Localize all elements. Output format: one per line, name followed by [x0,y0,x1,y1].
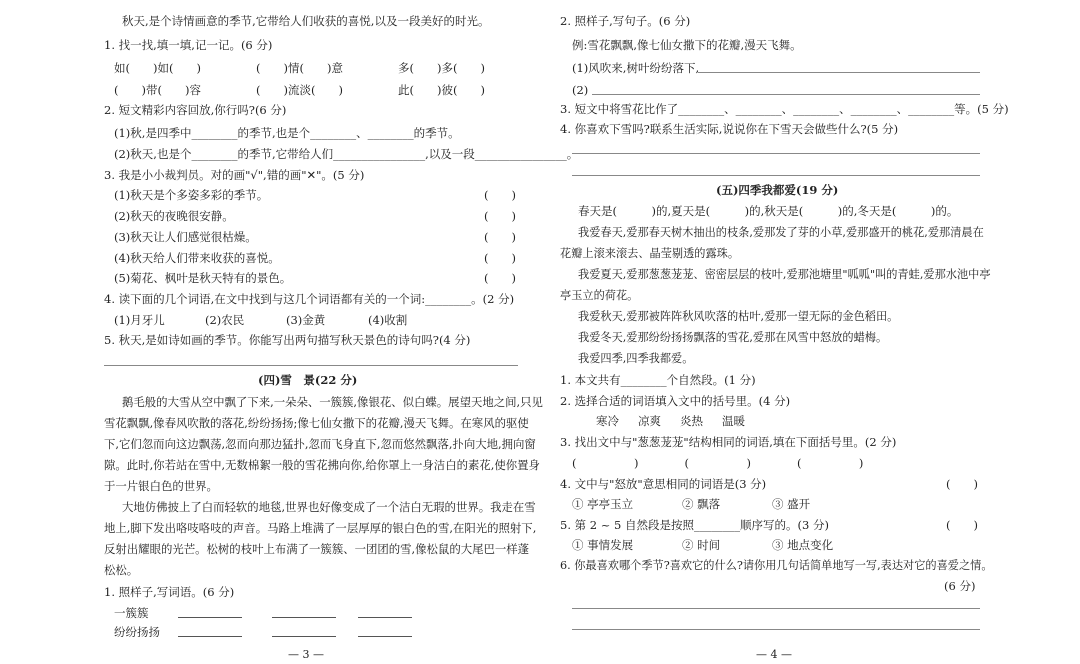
q4-option: (1)月牙儿 [114,313,165,327]
q1b-label: 1. 照样子,写词语。(6 分) [104,585,235,599]
q3-item: (2)秋天的夜晚很安静。 [114,209,234,223]
q4b-option: ① 亭亭玉立 [572,497,634,511]
intro-text: 秋天,是个诗情画意的季节,它带给人们收获的喜悦,以及一段美好的时光。 [122,14,490,28]
q2-label: 2. 照样子,写句子。(6 分) [560,14,691,28]
answer-line[interactable] [572,175,980,176]
q2-item: (2) [572,83,589,97]
q2-item: (1)风吹来,树叶纷纷落下, [572,61,700,75]
word-option: 炎热 [680,414,703,428]
q2-line[interactable]: (1)秋,是四季中________的季节,也是个________、________的季节。 [114,126,460,140]
answer-paren[interactable]: ( ) [946,477,978,491]
q5b-option: ③ 地点变化 [772,538,834,552]
page-number: — 3 — [288,648,324,661]
q5b-label[interactable]: 5. 第 2 ~ 5 自然段是按照________顺序写的。(3 分) [560,518,829,532]
q6-label: 6. 你最喜欢哪个季节?喜欢它的什么?请你用几句话简单地写一写,表达对它的喜爱之情。 [560,559,993,572]
q1b-example: 一簇簇 [114,606,149,620]
answer-paren[interactable]: ( ) [484,251,516,265]
q1-item[interactable]: 多( )多( ) [398,61,485,75]
passage-line: 反射出耀眼的光芒。松树的枝叶上布满了一簇簇、一团团的雪,像松鼠的大尾巴一样蓬 [104,542,530,556]
q4-label[interactable]: 4. 读下面的几个词语,在文中找到与这几个词语都有关的一个词:________。(2 分) [104,292,515,306]
q4b-label: 4. 文中与"怒放"意思相同的词语是(3 分) [560,477,767,491]
page-number: — 4 — [756,648,792,661]
answer-blank[interactable] [272,617,336,618]
answer-paren[interactable]: ( ) [484,188,516,202]
q3-label: 3. 我是小小裁判员。对的画"√",错的画"✕"。(5 分) [104,168,365,182]
passage-line: 松松。 [104,563,139,577]
answer-paren[interactable]: ( ) [484,271,516,285]
answer-paren[interactable]: ( ) [484,230,516,244]
answer-line[interactable] [592,94,980,95]
q5b-option: ② 时间 [682,538,721,552]
answer-paren[interactable]: ( ) [946,518,978,532]
q1-item[interactable]: 如( )如( ) [114,61,201,75]
passage-line: 地上,脚下发出咯吱咯吱的声音。马路上堆满了一层厚厚的银白色的雪,在阳光的照射下, [104,521,537,535]
answer-blank[interactable] [178,636,242,637]
passage-line: 我爱夏天,爱那葱葱茏茏、密密层层的枝叶,爱那池塘里"呱呱"叫的青蛙,爱那水池中亭 [578,268,991,281]
passage-line: 我爱四季,四季我都爱。 [578,352,694,365]
passage-line[interactable]: 春天是( )的,夏天是( )的,秋天是( )的,冬天是( )的。 [578,204,959,218]
word-option: 寒冷 [596,414,619,428]
passage-line: 我爱冬天,爱那纷纷扬扬飘落的雪花,爱那在风雪中怒放的蜡梅。 [578,331,888,344]
q3-item: (4)秋天给人们带来收获的喜悦。 [114,251,280,265]
q2-example: 例:雪花飘飘,像七仙女撒下的花瓣,漫天飞舞。 [572,38,802,52]
passage-line: 鹅毛般的大雪从空中飘了下来,一朵朵、一簇簇,像银花、似白蝶。展望天地之间,只见 [122,395,543,409]
answer-blank[interactable] [178,617,242,618]
answer-blank[interactable] [272,636,336,637]
q3-item: (5)菊花、枫叶是秋天特有的景色。 [114,271,292,285]
section-4-title: (四)雪 景(22 分) [258,373,358,387]
q5-label: 5. 秋天,是如诗如画的季节。你能写出两句描写秋天景色的诗句吗?(4 分) [104,333,471,347]
right-page [540,0,1080,664]
passage-line: 我爱秋天,爱那被阵阵秋风吹落的枯叶,爱那一望无际的金色稻田。 [578,310,899,323]
q1-item[interactable]: ( )带( )容 [114,83,201,97]
q1-item[interactable]: 此( )彼( ) [398,83,485,97]
q6-score: (6 分) [944,579,976,593]
q4-option: (2)农民 [205,313,245,327]
q5b-option: ① 事情发展 [572,538,634,552]
passage-line: 亭玉立的荷花。 [560,289,639,302]
passage-line: 花瓣上滚来滚去、晶莹剔透的露珠。 [560,247,740,260]
passage-line: 雪花飘飘,像春风吹散的落花,纷纷扬扬;像七仙女撒下的花瓣,漫天飞舞。在寒风的驱使 [104,416,529,430]
q2-label: 2. 短文精彩内容回放,你行吗?(6 分) [104,103,287,117]
q1-label[interactable]: 1. 本文共有________个自然段。(1 分) [560,373,756,387]
q3b-answer-parens[interactable]: ( ) ( ) ( ) [572,456,864,470]
section-5-title: (五)四季我都爱(19 分) [716,183,839,197]
q3-item: (3)秋天让人们感觉很枯燥。 [114,230,257,244]
answer-paren[interactable]: ( ) [484,209,516,223]
q4b-option: ② 飘落 [682,497,721,511]
passage-line: 隙。此时,你若站在雪中,无数棉絮一般的雪花拂向你,给你罩上一身洁白的素花,使你置身 [104,458,540,472]
answer-line[interactable] [572,608,980,609]
q3-item: (1)秋天是个多姿多彩的季节。 [114,188,269,202]
q3b-label: 3. 找出文中与"葱葱茏茏"结构相同的词语,填在下面括号里。(2 分) [560,435,897,449]
word-option: 温暖 [722,414,745,428]
q1b-example: 纷纷扬扬 [114,625,160,639]
answer-line[interactable] [104,365,518,366]
passage-line: 于一片银白色的世界。 [104,479,218,493]
word-option: 凉爽 [638,414,661,428]
answer-line[interactable] [572,629,980,630]
q4-option: (4)收割 [368,313,408,327]
q2-line[interactable]: (2)秋天,也是个________的季节,它带给人们________________,以及一段________________。 [114,147,579,161]
passage-line: 大地仿佛披上了白而轻软的地毯,世界也好像变成了一个洁白无瑕的世界。我走在雪 [122,500,536,514]
q4b-option: ③ 盛开 [772,497,811,511]
q4-option: (3)金黄 [286,313,326,327]
answer-blank[interactable] [358,617,412,618]
q1-item[interactable]: ( )流淡( ) [256,83,343,97]
passage-line: 下,它们忽而向这边飘荡,忽而向那边猛扑,忽而飞身直下,忽而悠然飘落,扑向大地,拥向窗 [104,437,536,451]
answer-blank[interactable] [358,636,412,637]
passage-line: 我爱春天,爱那春天树木抽出的枝条,爱那发了芽的小草,爱那盛开的桃花,爱那清晨在 [578,226,984,239]
answer-line[interactable] [572,153,980,154]
q4-label: 4. 你喜欢下雪吗?联系生活实际,说说你在下雪天会做些什么?(5 分) [560,122,899,136]
q2b-label: 2. 选择合适的词语填入文中的括号里。(4 分) [560,394,791,408]
q1-item[interactable]: ( )情( )意 [256,61,343,75]
q1-label: 1. 找一找,填一填,记一记。(6 分) [104,38,273,52]
q3-label[interactable]: 3. 短文中将雪花比作了________、________、________、________、________等。(5 分) [560,102,1009,116]
answer-line[interactable] [698,72,980,73]
